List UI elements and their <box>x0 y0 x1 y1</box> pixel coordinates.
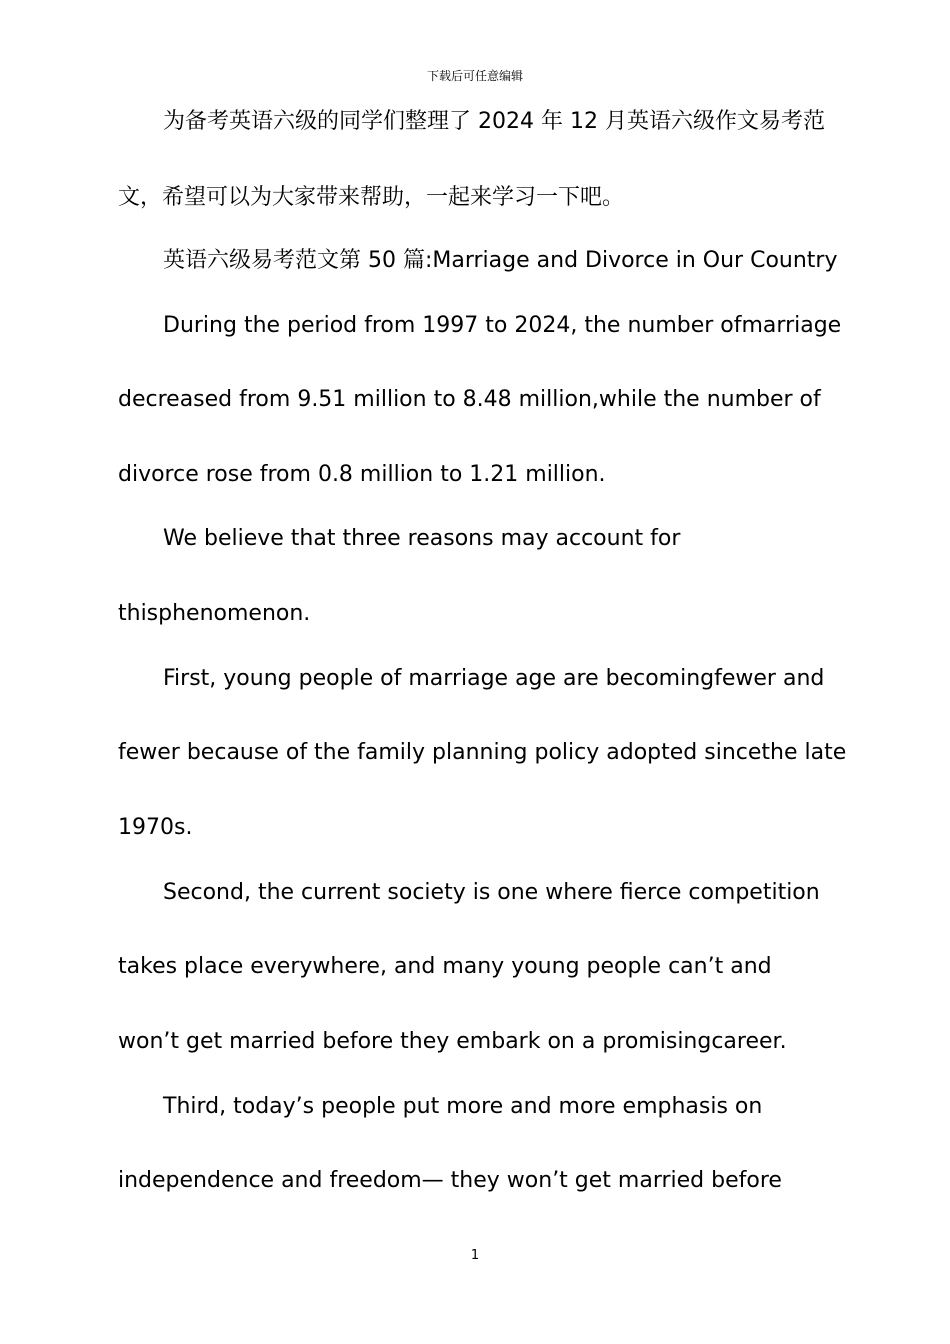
paragraph-3-line-3: 1970s. <box>118 815 193 840</box>
intro-line-1: 为备考英语六级的同学们整理了 2024 年 12 月英语六级作文易考范 <box>163 109 825 134</box>
paragraph-5-line-2: independence and freedom— they won’t get married before <box>118 1168 782 1193</box>
paragraph-1-line-1: During the period from 1997 to 2024, the number ofmarriage <box>163 313 842 338</box>
paragraph-3-line-1: First, young people of marriage age are becomingfewer and <box>163 666 825 691</box>
paragraph-2-line-2: thisphenomenon. <box>118 601 311 626</box>
essay-title: 英语六级易考范文第 50 篇:Marriage and Divorce in Our Country <box>163 248 838 273</box>
paragraph-3-line-2: fewer because of the family planning policy adopted sincethe late <box>118 740 847 765</box>
page-number: 1 <box>470 1248 480 1263</box>
paragraph-5-line-1: Third, today’s people put more and more emphasis on <box>163 1094 763 1119</box>
paragraph-2-line-1: We believe that three reasons may account for <box>163 526 681 551</box>
paragraph-1-line-2: decreased from 9.51 million to 8.48 million,while the number of <box>118 387 821 412</box>
paragraph-1-line-3: divorce rose from 0.8 million to 1.21 million. <box>118 462 606 487</box>
paragraph-4-line-3: won’t get married before they embark on a promisingcareer. <box>118 1029 787 1054</box>
paragraph-4-line-2: takes place everywhere, and many young people can’t and <box>118 954 772 979</box>
page-header: 下载后可任意编辑 <box>426 69 523 83</box>
intro-line-2: 文，希望可以为大家带来帮助，一起来学习一下吧。 <box>118 185 625 210</box>
paragraph-4-line-1: Second, the current society is one where fierce competition <box>163 880 820 905</box>
